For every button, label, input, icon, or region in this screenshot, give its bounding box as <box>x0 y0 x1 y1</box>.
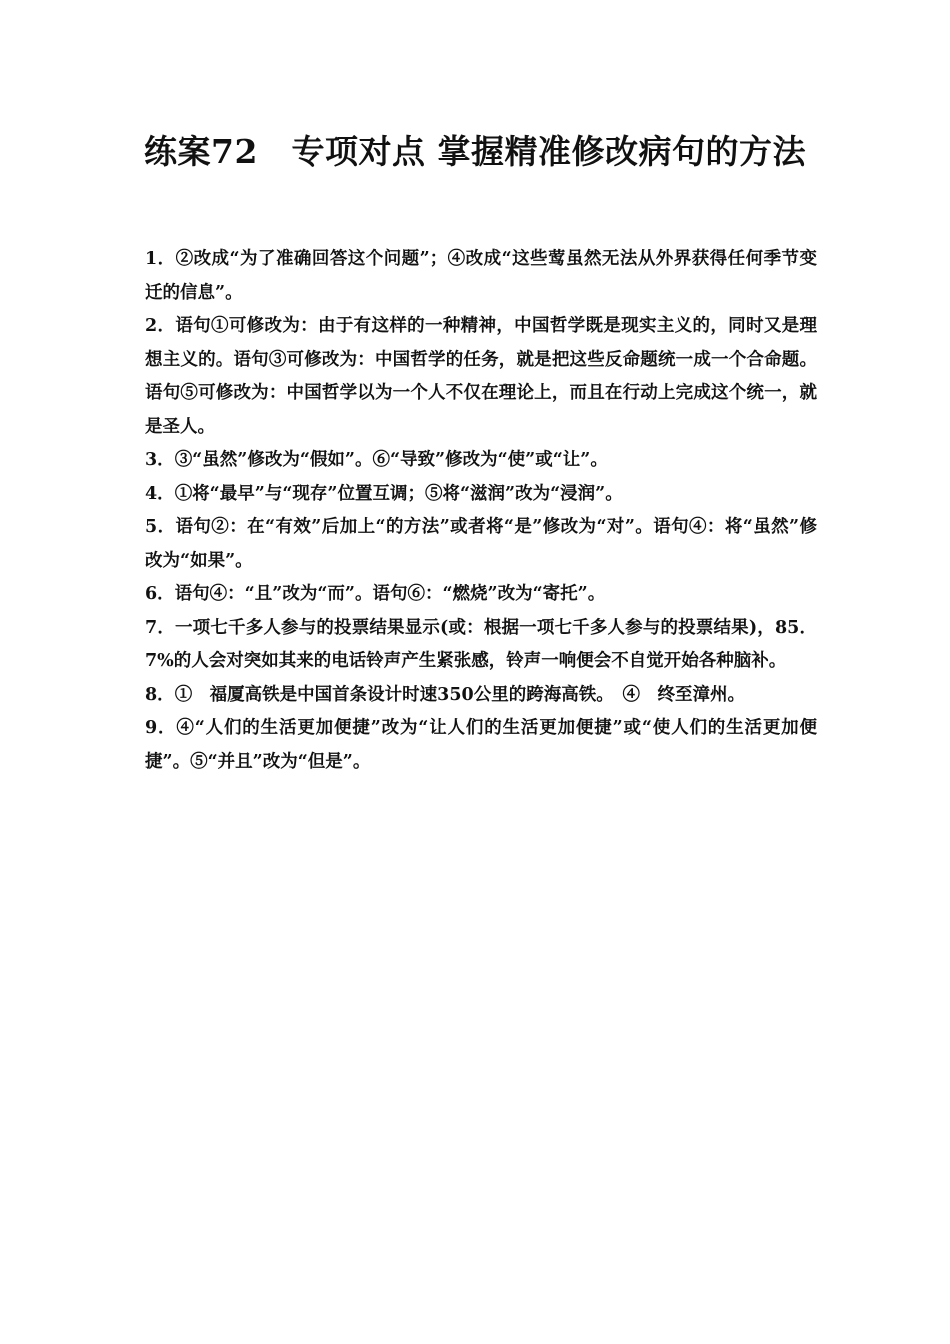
answer-text: ③“虽然”修改为“假如”。⑥“导致”修改为“使”或“让”。 <box>174 450 608 470</box>
answer-item-4 <box>145 478 817 512</box>
answer-item-8 <box>145 679 817 713</box>
answer-text: 语句①可修改为：由于有这样的一种精神，中国哲学既是现实主义的，同时又是理想主义的。语句③可修改为：中国哲学的任务，就是把这些反命题统一成一个合命题。语句⑤可修改为：中国哲学以为一个人不仅在理论上，而且在行动上完成这个统一，就是圣人。 <box>145 316 817 437</box>
answer-number: 2． <box>145 316 176 336</box>
answer-list <box>145 243 817 779</box>
answer-number: 7． <box>145 617 176 638</box>
answer-item-2 <box>145 310 817 444</box>
answer-number: 5． <box>145 517 176 537</box>
answer-item-1 <box>145 243 817 310</box>
answer-item-7 <box>145 612 817 679</box>
answer-number: 1． <box>145 249 176 269</box>
answer-number: 3． <box>145 450 175 470</box>
answer-text: ①将“最早”与“现存”位置互调；⑤将“滋润”改为“浸润”。 <box>174 483 623 504</box>
page-title: 练案72 专项对点 掌握精准修改病句的方法 <box>144 132 806 171</box>
answer-text: ④“人们的生活更加便捷”改为“让人们的生活更加便捷”或“使人们的生活更加便捷”。⑤“并且”改为“但是”。 <box>145 718 818 772</box>
answer-item-3 <box>145 444 817 478</box>
answer-item-5 <box>145 511 817 578</box>
answer-text: 语句④：“且”改为“而”。语句⑥：“燃烧”改为“寄托”。 <box>174 584 606 604</box>
answer-text: ① 福厦高铁是中国首条设计时速350公里的跨海高铁。 ④ 终至漳州。 <box>174 684 745 705</box>
answer-text: ②改成“为了准确回答这个问题”；④改成“这些莺虽然无法从外界获得任何季节变迁的信息”。 <box>145 249 817 303</box>
answer-text: 语句②：在“有效”后加上“的方法”或者将“是”修改为“对”。语句④：将“虽然”修改为“如果”。 <box>145 517 817 571</box>
answer-item-6 <box>145 578 817 612</box>
answer-text: 一项七千多人参与的投票结果显示(或：根据一项七千多人参与的投票结果)，85．7%的人会对突如其来的电话铃声产生紧张感，铃声一响便会不自觉开始各种脑补。 <box>145 617 817 671</box>
answer-item-9 <box>145 712 817 779</box>
answer-number: 6． <box>145 584 175 604</box>
answer-number: 4． <box>145 483 175 504</box>
answer-number: 8． <box>145 684 175 705</box>
answer-number: 9． <box>145 718 177 738</box>
